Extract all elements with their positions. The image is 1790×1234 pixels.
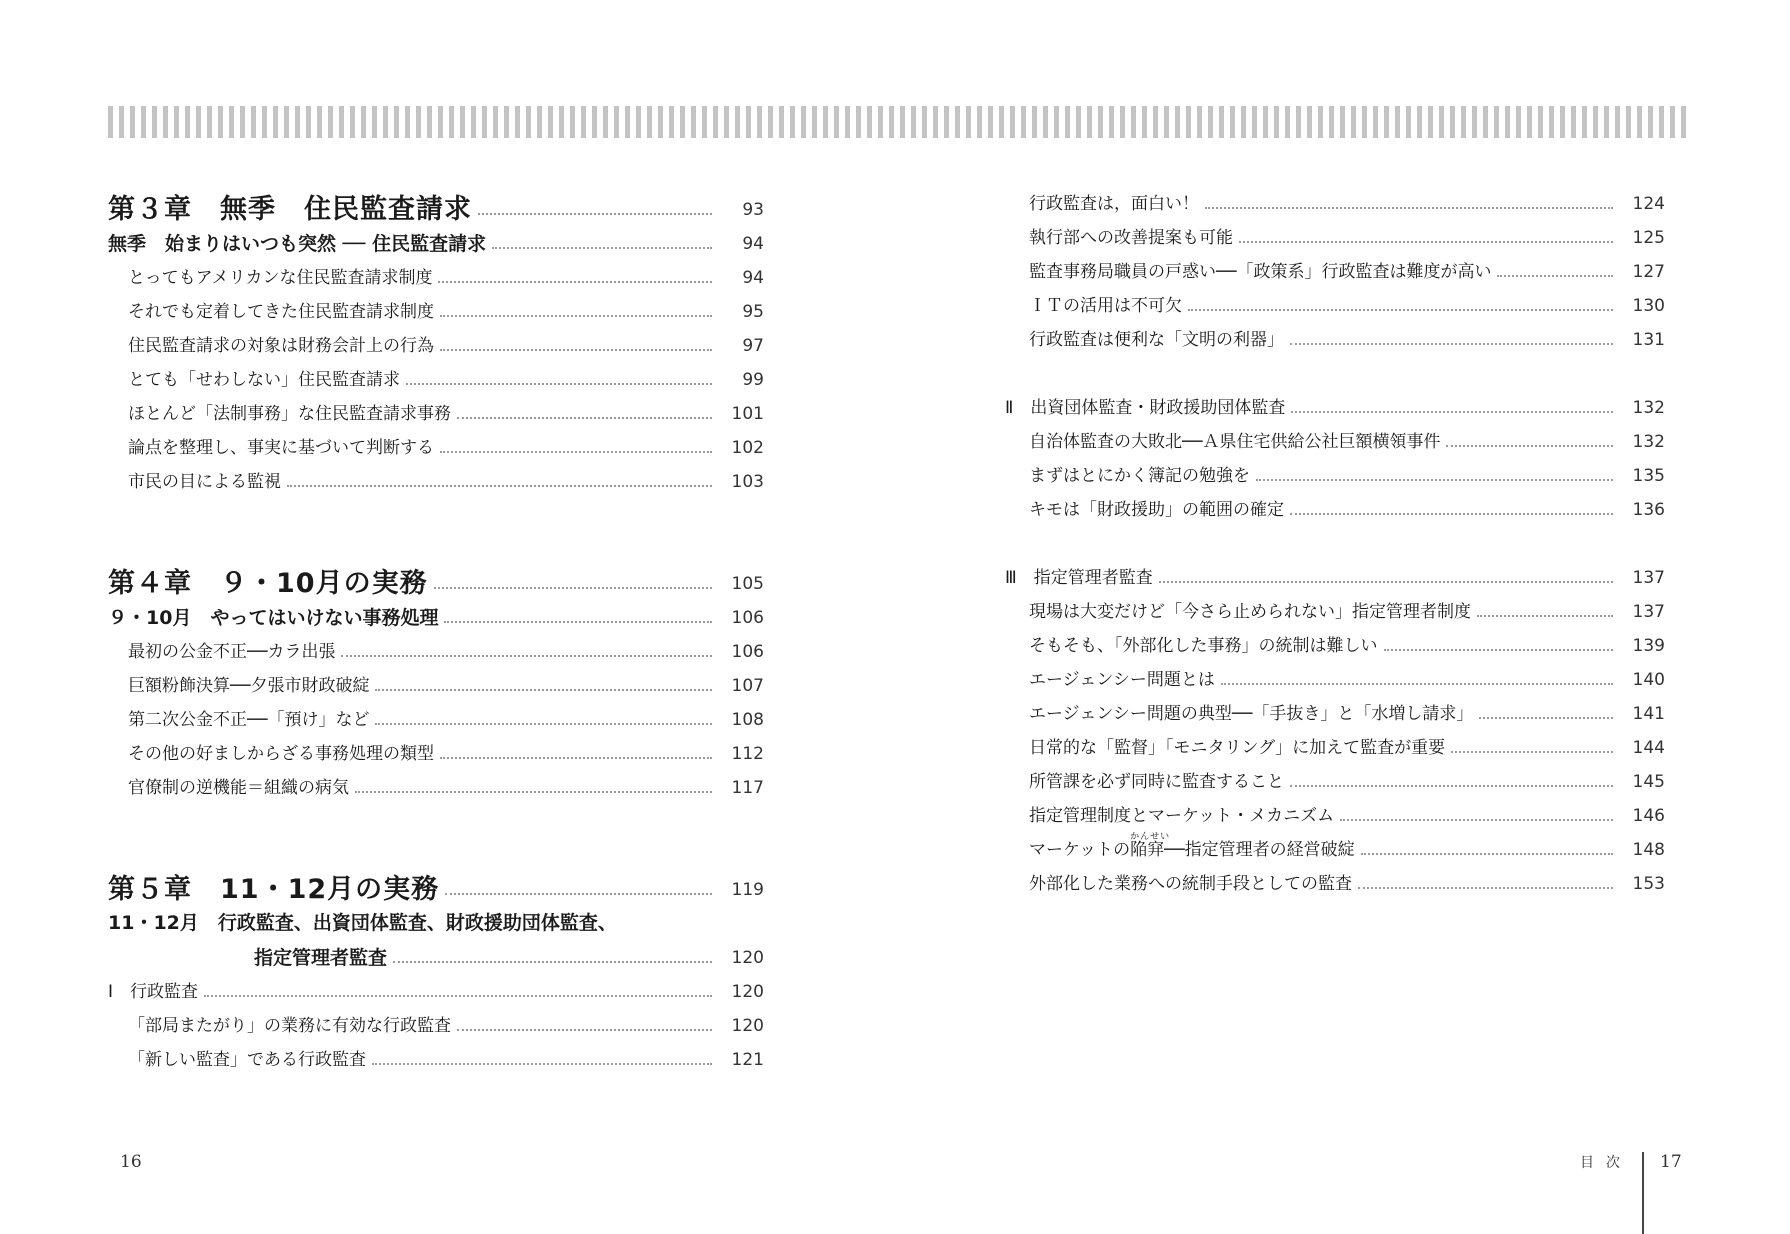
ch4-items xyxy=(108,633,764,803)
toc-entry[interactable]: 行政監査は便利な「文明の利器」 131 xyxy=(1029,330,1665,350)
toc-entry[interactable]: 日常的な「監督」「モニタリング」に加えて監査が重要 144 xyxy=(1029,738,1665,758)
toc-entry[interactable]: それでも定着してきた住民監査請求制度 95 xyxy=(128,302,764,322)
toc-right-column xyxy=(1005,185,1665,899)
toc-entry[interactable]: 「新しい監査」である行政監査 121 xyxy=(128,1050,764,1070)
toc-entry[interactable]: 現場は大変だけど「今さら止められない」指定管理者制度 137 xyxy=(1029,602,1665,622)
toc-entry[interactable]: 官僚制の逆機能＝組織の病気 117 xyxy=(128,778,764,798)
toc-entry-section-line1[interactable]: 11・12月 行政監査、出資団体監査、財政援助団体監査、 xyxy=(108,912,617,934)
toc-entry[interactable]: 論点を整理し、事実に基づいて判断する 102 xyxy=(128,438,764,458)
toc-entry-section-line2[interactable]: 指定管理者監査 120 xyxy=(254,947,764,969)
toc-entry-section[interactable]: ９・10月 やってはいけない事務処理 106 xyxy=(108,607,764,629)
page-number-left: 16 xyxy=(120,1152,142,1172)
toc-entry[interactable]: 第二次公金不正──「預け」など 108 xyxy=(128,710,764,730)
toc-entry[interactable]: とても「せわしない」住民監査請求 99 xyxy=(128,370,764,390)
toc-entry[interactable]: まずはとにかく簿記の勉強を 135 xyxy=(1029,466,1665,486)
toc-entry-roman-2[interactable]: Ⅱ 出資団体監査・財政援助団体監査 132 xyxy=(1005,398,1665,418)
toc-entry[interactable]: 所管課を必ず同時に監査すること 145 xyxy=(1029,772,1665,792)
ruby-word: かんせい 陥穽 xyxy=(1130,832,1171,860)
toc-entry[interactable]: その他の好ましからざる事務処理の類型 112 xyxy=(128,744,764,764)
toc-entry[interactable]: ＩＴの活用は不可欠 130 xyxy=(1029,296,1665,316)
toc-entry-chapter-3[interactable]: 第３章 無季 住民監査請求 93 xyxy=(108,194,764,225)
page-number-right: 17 xyxy=(1660,1152,1682,1172)
toc-entry[interactable]: キモは「財政援助」の範囲の確定 136 xyxy=(1029,500,1665,520)
toc-entry-roman-3[interactable]: Ⅲ 指定管理者監査 137 xyxy=(1005,568,1665,588)
toc-entry[interactable]: 巨額粉飾決算──夕張市財政破綻 107 xyxy=(128,676,764,696)
decorative-stripe-band xyxy=(108,106,1686,138)
toc-entry[interactable]: そもそも、「外部化した事務」の統制は難しい 139 xyxy=(1029,636,1665,656)
toc-entry[interactable]: 自治体監査の大敗北──Ａ県住宅供給公社巨額横領事件 132 xyxy=(1029,432,1665,452)
toc-entry-chapter-4[interactable]: 第４章 ９・10月の実務 105 xyxy=(108,568,764,599)
toc-left-column xyxy=(108,185,764,1075)
toc-entry-pitfall[interactable]: マーケットの かんせい 陥穽──指定管理者の経営破綻 148 xyxy=(1029,832,1665,860)
toc-entry[interactable]: エージェンシー問題とは 140 xyxy=(1029,670,1665,690)
toc-entry[interactable]: 外部化した業務への統制手段としての監査 153 xyxy=(1029,874,1665,894)
toc-entry-roman-1[interactable]: Ⅰ 行政監査 120 xyxy=(108,982,764,1002)
toc-entry[interactable]: 住民監査請求の対象は財務会計上の行為 97 xyxy=(128,336,764,356)
footer-vertical-rule xyxy=(1642,1152,1644,1234)
toc-entry[interactable]: ほとんど「法制事務」な住民監査請求事務 101 xyxy=(128,404,764,424)
toc-entry[interactable]: 執行部への改善提案も可能 125 xyxy=(1029,228,1665,248)
toc-entry[interactable]: 指定管理制度とマーケット・メカニズム 146 xyxy=(1029,806,1665,826)
toc-entry[interactable]: 監査事務局職員の戸惑い──「政策系」行政監査は難度が高い 127 xyxy=(1029,262,1665,282)
ch3-items xyxy=(108,259,764,497)
toc-entry[interactable]: 最初の公金不正──カラ出張 106 xyxy=(128,642,764,662)
toc-entry[interactable]: 「部局またがり」の業務に有効な行政監査 120 xyxy=(128,1016,764,1036)
toc-entry[interactable]: とってもアメリカンな住民監査請求制度 94 xyxy=(128,268,764,288)
toc-entry-chapter-5[interactable]: 第５章 11・12月の実務 119 xyxy=(108,874,764,905)
toc-entry-section[interactable]: 無季 始まりはいつも突然 ── 住民監査請求 94 xyxy=(108,233,764,255)
toc-entry[interactable]: エージェンシー問題の典型──「手抜き」と「水増し請求」 141 xyxy=(1029,704,1665,724)
toc-entry[interactable]: 行政監査は，面白い！ 124 xyxy=(1029,194,1665,214)
toc-entry[interactable]: 市民の目による監視 103 xyxy=(128,472,764,492)
running-head-label: 目次 xyxy=(1580,1155,1632,1171)
